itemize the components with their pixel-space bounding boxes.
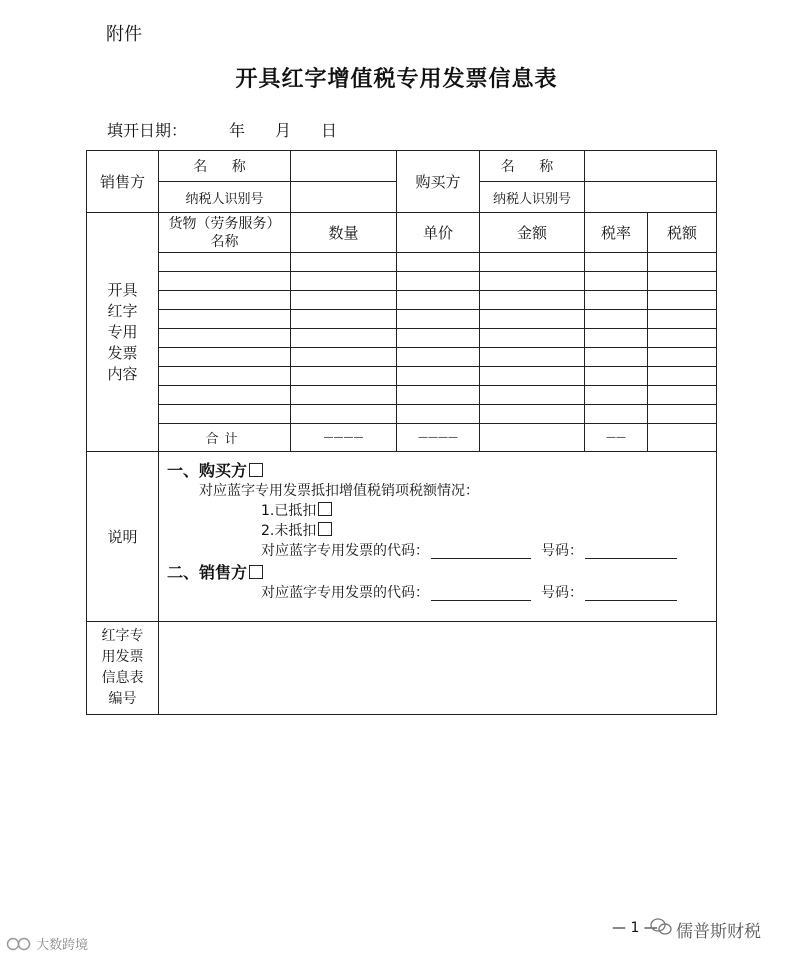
table-cell[interactable] [480,329,585,348]
deducted-checkbox[interactable] [318,502,332,516]
buyer-code-field[interactable] [431,544,531,559]
table-row [87,253,717,272]
table-cell[interactable] [585,329,648,348]
option-deducted: 1.已抵扣 [167,500,716,520]
page-title: 开具红字增值税专用发票信息表 [235,67,558,92]
table-cell[interactable] [159,348,291,367]
col-quantity: 数量 [291,213,397,253]
seller-code-line: 对应蓝字专用发票的代码： 号码： [167,582,716,602]
table-row [87,405,717,424]
seller-heading: 二、销售方 [167,560,716,582]
table-cell[interactable] [480,386,585,405]
table-cell[interactable] [397,386,480,405]
table-row [87,272,717,291]
table-row [87,291,717,310]
page-number: — 1 — [612,920,658,936]
seller-number-field[interactable] [585,586,677,601]
invoice-content-label: 开具 红字 专用 发票 内容 [87,213,159,452]
table-cell[interactable] [397,405,480,424]
buyer-code-line: 对应蓝字专用发票的代码： 号码： [167,540,716,560]
table-cell[interactable] [585,348,648,367]
table-cell[interactable] [291,386,397,405]
table-cell[interactable] [397,329,480,348]
table-cell[interactable] [159,310,291,329]
fill-date-line [107,118,337,141]
watermark-text: 儒普斯财税 [676,922,761,942]
total-price-dash: ———— [397,424,480,452]
table-cell[interactable] [480,348,585,367]
buyer-label: 购买方 [397,151,480,213]
buyer-number-field[interactable] [585,544,677,559]
table-cell[interactable] [397,291,480,310]
serial-number-field[interactable] [159,622,717,715]
buyer-name-label: 名 称 [480,151,585,182]
seller-name-field[interactable] [291,151,397,182]
table-cell[interactable] [480,310,585,329]
table-cell[interactable] [585,367,648,386]
table-cell[interactable] [159,386,291,405]
total-rate-dash: —— [585,424,648,452]
table-cell[interactable] [648,348,717,367]
option-not-deducted: 2.未抵扣 [167,520,716,540]
table-cell[interactable] [648,291,717,310]
col-tax-amount: 税额 [648,213,717,253]
total-tax-field[interactable] [648,424,717,452]
table-cell[interactable] [480,291,585,310]
table-cell[interactable] [397,348,480,367]
table-cell[interactable] [648,405,717,424]
watermark-left: 大数跨境 [6,934,88,953]
table-cell[interactable] [291,310,397,329]
seller-label: 销售方 [87,151,159,213]
table-cell[interactable] [397,253,480,272]
table-cell[interactable] [480,405,585,424]
table-row [87,348,717,367]
table-cell[interactable] [159,367,291,386]
table-cell[interactable] [585,272,648,291]
buyer-name-field[interactable] [585,151,717,182]
table-row [87,367,717,386]
table-cell[interactable] [291,348,397,367]
table-cell[interactable] [648,310,717,329]
brand-logo-icon [6,937,32,951]
table-row [87,386,717,405]
table-cell[interactable] [159,405,291,424]
date-label: 填开日期： [107,121,188,140]
col-amount: 金额 [480,213,585,253]
buyer-taxpayer-id-field[interactable] [585,182,717,213]
attachment-label: 附件 [106,24,142,45]
notes-content [159,452,717,622]
table-cell[interactable] [480,253,585,272]
col-goods-name: 货物（劳务服务）名称 [159,213,291,253]
table-cell[interactable] [585,405,648,424]
total-quantity-dash: ———— [291,424,397,452]
buyer-description: 对应蓝字专用发票抵扣增值税销项税额情况： [199,483,479,499]
table-cell[interactable] [159,253,291,272]
col-tax-rate: 税率 [585,213,648,253]
year-label: 年 [229,121,246,140]
table-cell[interactable] [397,272,480,291]
table-cell[interactable] [648,367,717,386]
total-amount-field[interactable] [480,424,585,452]
month-label: 月 [275,121,292,140]
table-cell[interactable] [159,291,291,310]
table-cell[interactable] [480,272,585,291]
wechat-icon [650,918,672,940]
table-cell[interactable] [397,310,480,329]
table-cell[interactable] [648,253,717,272]
table-cell[interactable] [585,386,648,405]
col-unit-price: 单价 [397,213,480,253]
table-cell[interactable] [648,329,717,348]
buyer-checkbox[interactable] [249,463,263,477]
seller-code-field[interactable] [431,586,531,601]
buyer-heading: 一、购买方 [167,458,716,480]
table-cell[interactable] [291,272,397,291]
table-cell[interactable] [480,367,585,386]
table-cell[interactable] [397,367,480,386]
table-cell[interactable] [585,291,648,310]
table-cell[interactable] [585,253,648,272]
table-row [87,310,717,329]
table-cell[interactable] [159,272,291,291]
table-cell[interactable] [291,329,397,348]
buyer-taxpayer-id-label: 纳税人识别号 [480,182,585,213]
table-cell[interactable] [159,329,291,348]
red-invoice-info-table [86,150,717,715]
total-row [87,424,717,452]
serial-number-label: 红字专 用发票 信息表 编号 [87,622,159,715]
table-row [87,329,717,348]
table-cell[interactable] [291,253,397,272]
table-cell[interactable] [291,405,397,424]
not-deducted-checkbox[interactable] [318,522,332,536]
table-cell[interactable] [648,272,717,291]
notes-label: 说明 [87,452,159,622]
seller-taxpayer-id-label: 纳税人识别号 [159,182,291,213]
table-cell[interactable] [291,291,397,310]
table-cell[interactable] [585,310,648,329]
table-cell[interactable] [648,386,717,405]
total-label: 合计 [159,424,291,452]
seller-taxpayer-id-field[interactable] [291,182,397,213]
seller-checkbox[interactable] [249,565,263,579]
day-label: 日 [321,121,338,140]
table-cell[interactable] [291,367,397,386]
seller-name-label: 名 称 [159,151,291,182]
